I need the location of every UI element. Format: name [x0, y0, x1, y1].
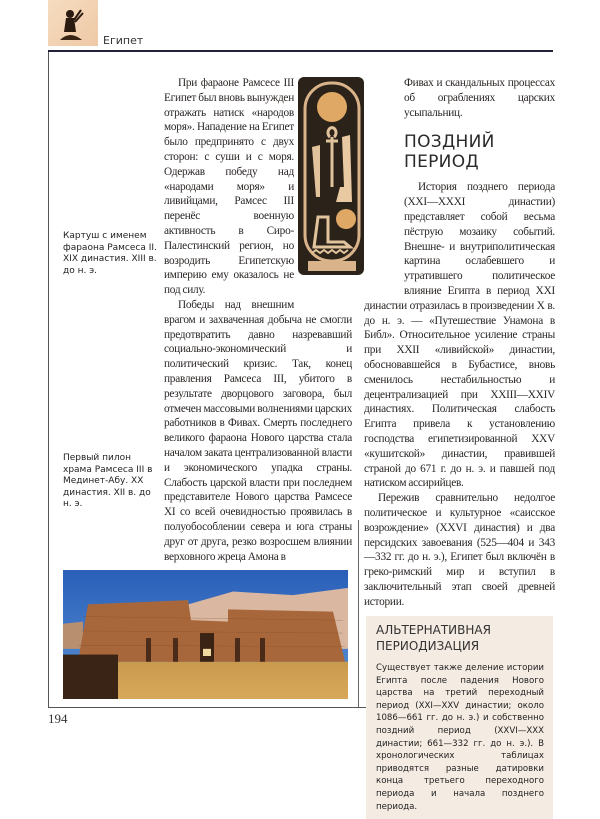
- paragraph: Пережив сравнительно недолгое политическое и культурное «саисское возрождение» (XXVI династия) и два персидских завоевания (525—404 и 343—332 гг. до н. э.), Египет был включён в греко-римский мир и вступил в заключительный этап своей древней истории.: [364, 492, 555, 608]
- caption-cartouche: Картуш с именем фараона Рамсеса II. XIX династия. XIII в. до н. э.: [63, 231, 157, 276]
- caption-pylon: Первый пилон храма Рамсеса III в Мединет-Абу. XX династия. XII в. до н. э.: [63, 453, 153, 509]
- top-rule: [48, 50, 553, 52]
- frame-left-line: [48, 52, 49, 707]
- section-title: Египет: [103, 34, 144, 47]
- sidebar-box: [366, 616, 553, 819]
- paragraph: История позднего периода (XXI—XXXI династии) представляет собой весьма пёструю мозаику событий. Внешне- и внутриполитическая картина ослабевшего и утратившего политическое влияние Египта в период XXI династии отразилась в произведении X в. до н. э. — «Путешествие Унамона в Библ». Относительное усиление страны при XXII «ливийской» династии, обосновавшейся в Бубастисе, вновь сменилось нестабильностью и децентрализацией при XXIII—XXIV династиях. Политическая слабость Египта привела к установлению господства египетизированной XXV «кушитской» династии, правившей страной до 671 г. до н. э. и павшей под натиском ассирийцев.: [364, 181, 555, 490]
- sidebar-text: Существует также деление истории Египта после падения Нового царства на третий переходный период (XXI—XXV династии; около 1086—661 гг. до н. э.) и собственно поздний период (XXVI—XXX династии; 661—332 гг. до н. э.). В хронологических таблицах приводятся разные датировки конца третьего переходного периода и начала позднего периода.: [376, 663, 544, 812]
- section-logo: [48, 0, 98, 46]
- paragraph: При фараоне Рамсесе III Египет был вновь вынужден отражать натиск «народов моря». Нападение на Египет было предпринято с двух сторон: с суши и с моря. Одержав победу над «народами моря» и ливийцами, Рамсес III перенёс военную активность в Сиро-Палестинский регион, но возродить Египетскую империю ему оказалось не под силу.: [164, 77, 294, 297]
- temple-pylon-photo: [63, 570, 348, 699]
- text-column-2: [364, 76, 555, 610]
- page-number: 194: [48, 711, 68, 726]
- section-heading: ПОЗДНИЙ ПЕРИОД: [404, 132, 495, 173]
- scribe-figure-icon: [48, 0, 98, 46]
- frame-divider: [358, 520, 359, 707]
- paragraph: Победы над внешним врагом и захваченная добыча не смогли предотвратить давно назревавший социально-экономический и политический кризис. Так, конец правления Рамсеса III, убитого в результате дворцового заговора, был отмечен массовыми волнениями царских работников в Фивах. Смерть последнего великого фараона Нового царства стала началом заката централизованной власти и экономического упадка страны. Слабость царской власти при последнем представителе Нового царства Рамсесе XI со всей очевидностью проявилась в полуобособлении севера и юга страны друг от друга, резко возросшем влиянии верховного жреца Амона в: [164, 298, 352, 563]
- sidebar-title: АЛЬТЕРНАТИВНАЯ ПЕРИОДИЗАЦИЯ: [376, 623, 491, 653]
- paragraph-continuation: Фивах и скандальных процессах об ограблениях царских усыпальниц.: [404, 77, 555, 119]
- cartouche-image: [298, 77, 364, 275]
